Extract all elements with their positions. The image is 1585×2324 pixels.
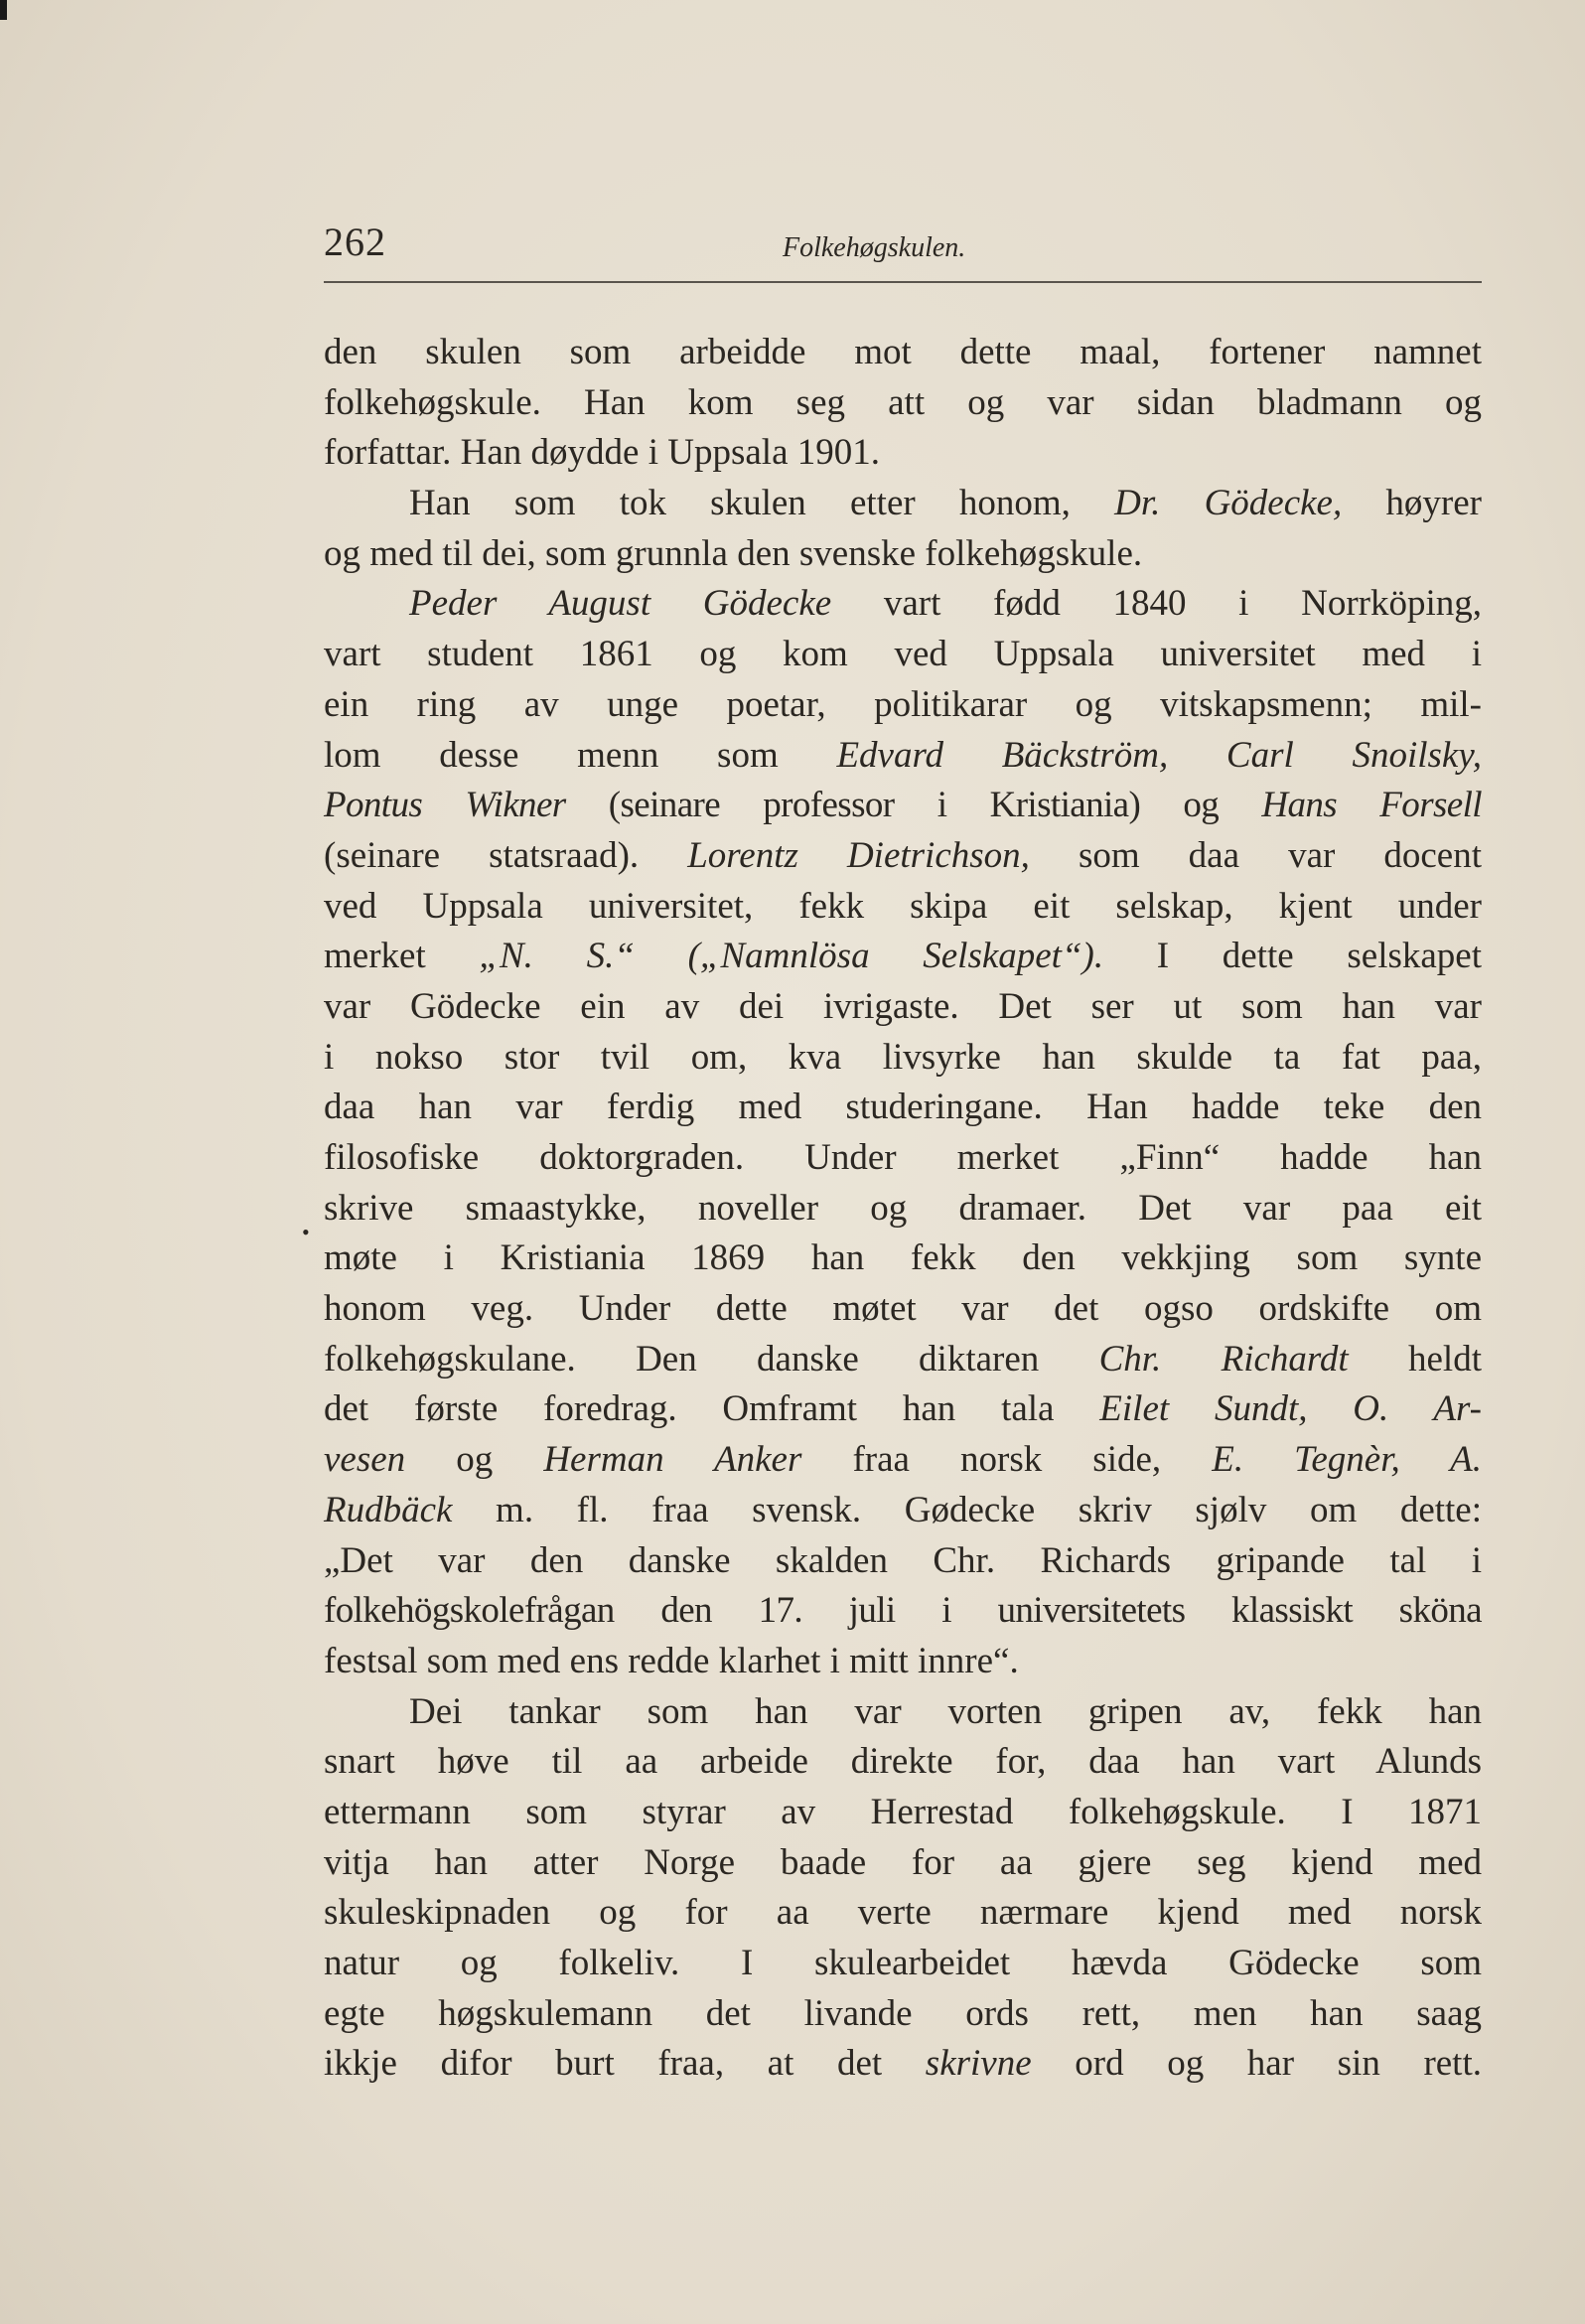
- text-line: vitja han atter Norge baade for aa gjere seg kjend med: [324, 1841, 1482, 1883]
- text-line: daa han var ferdig med studeringane. Han hadde teke den: [324, 1087, 1482, 1128]
- text-line: møte i Kristiania 1869 han fekk den vekkjing som synte: [324, 1237, 1482, 1279]
- page-number: 262: [324, 219, 386, 264]
- text-line: folkehøgskulane. Den danske diktaren Chr. Richardt heldt: [324, 1338, 1482, 1380]
- text-line: merket „N. S.“ („Namnlösa Selskapet“). I dette selskapet: [324, 936, 1482, 977]
- scan-corner-mark: [0, 0, 7, 20]
- text-line: honom veg. Under dette møtet var det ogso ordskifte om: [324, 1288, 1482, 1330]
- text-line: Han som tok skulen etter honom, Dr. Gödecke, høyrer: [409, 483, 1482, 524]
- text-line: ved Uppsala universitet, fekk skipa eit selskap, kjent under: [324, 885, 1482, 927]
- text-line: lom desse menn som Edvard Bäckström, Carl Snoilsky,: [324, 734, 1482, 776]
- text-line: „Det var den danske skalden Chr. Richards gripande tal i: [324, 1539, 1482, 1581]
- body-text: [324, 328, 1482, 2090]
- text-line: egte høgskulemann det livande ords rett, men han saag: [324, 1992, 1482, 2034]
- text-line: skrive smaastykke, noveller og dramaer. Det var paa eit: [324, 1187, 1482, 1229]
- text-line: ikkje difor burt fraa, at det skrivne ord og har sin rett.: [324, 2043, 1482, 2085]
- text-line: Peder August Gödecke vart fødd 1840 i Norrköping,: [409, 583, 1482, 625]
- text-line: ein ring av unge poetar, politikarar og vitskapsmenn; mil-: [324, 683, 1482, 725]
- running-title: Folkehøgskulen.: [783, 232, 966, 263]
- text-line: folkehögskolefrågan den 17. juli i universitetets klassiskt sköna: [324, 1590, 1482, 1632]
- text-line: i nokso stor tvil om, kva livsyrke han skulde ta fat paa,: [324, 1036, 1482, 1078]
- text-line: snart høve til aa arbeide direkte for, daa han vart Alunds: [324, 1741, 1482, 1783]
- text-line: folkehøgskule. Han kom seg att og var sidan bladmann og: [324, 381, 1482, 423]
- text-line: ettermann som styrar av Herrestad folkehøgskule. I 1871: [324, 1791, 1482, 1832]
- text-line: vesen og Herman Anker fraa norsk side, E. Tegnèr, A.: [324, 1439, 1482, 1481]
- text-line: Rudbäck m. fl. fraa svensk. Gødecke skriv sjølv om dette:: [324, 1489, 1482, 1530]
- text-line: filosofiske doktorgraden. Under merket „Finn“ hadde han: [324, 1137, 1482, 1178]
- text-line: Dei tankar som han var vorten gripen av, fekk han: [409, 1690, 1482, 1732]
- text-line: forfattar. Han døydde i Uppsala 1901.: [324, 432, 880, 474]
- text-line: skuleskipnaden og for aa verte nærmare kjend med norsk: [324, 1892, 1482, 1934]
- text-line: var Gödecke ein av dei ivrigaste. Det ser ut som han var: [324, 985, 1482, 1027]
- text-line: vart student 1861 og kom ved Uppsala universitet med i: [324, 634, 1482, 675]
- text-line: og med til dei, som grunnla den svenske folkehøgskule.: [324, 532, 1143, 574]
- text-line: Pontus Wikner (seinare professor i Kristiania) og Hans Forsell: [324, 785, 1482, 826]
- text-line: (seinare statsraad). Lorentz Dietrichson, som daa var docent: [324, 834, 1482, 876]
- text-line: det første foredrag. Omframt han tala Eilet Sundt, O. Ar-: [324, 1388, 1482, 1430]
- margin-mark: •: [302, 1220, 310, 1244]
- text-line: natur og folkeliv. I skulearbeidet hævda Gödecke som: [324, 1943, 1482, 1983]
- header-rule: [324, 281, 1482, 283]
- text-line: festsal som med ens redde klarhet i mitt innre“.: [324, 1640, 1019, 1681]
- text-line: den skulen som arbeidde mot dette maal, fortener namnet: [324, 332, 1482, 372]
- page-header: [324, 218, 1482, 278]
